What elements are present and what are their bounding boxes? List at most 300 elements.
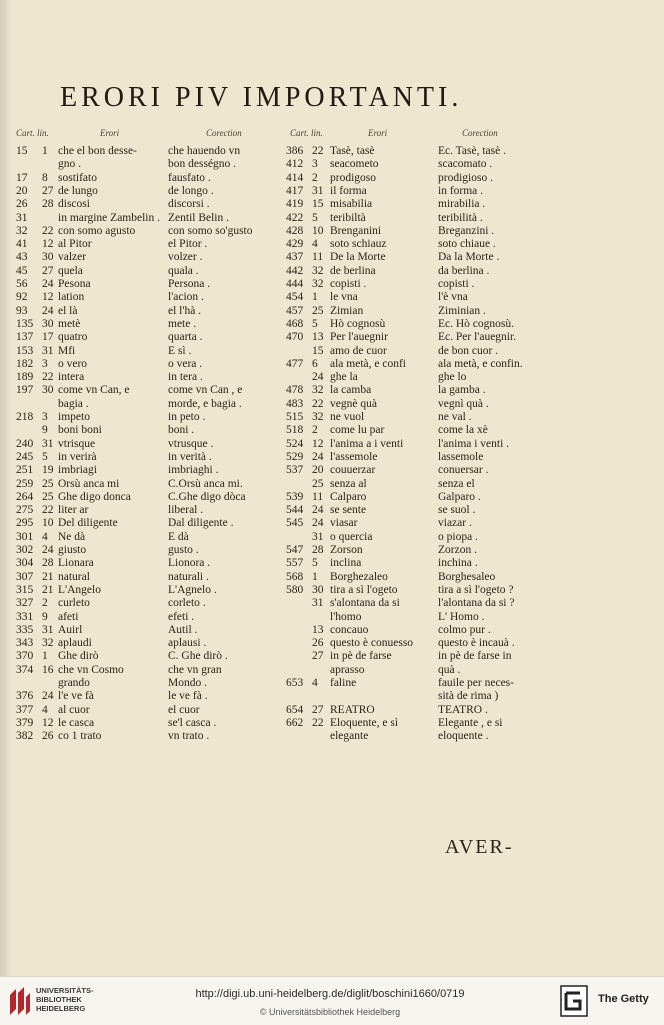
correction-text: prodigioso . <box>438 171 493 184</box>
correction-text: in pè de farse in <box>438 650 512 663</box>
correction-text: de longo . <box>168 184 214 197</box>
line-number: 24 <box>312 504 324 517</box>
correction-text: mirabilia . <box>438 198 486 211</box>
page-number: 315 <box>16 583 34 596</box>
page-number: 182 <box>16 357 34 370</box>
line-number: 28 <box>312 544 324 556</box>
error-text: Borghezaleo <box>330 570 388 583</box>
page-number: 428 <box>286 224 304 237</box>
correction-text: l'alontana da si ? <box>438 597 515 610</box>
error-text: Brenganini <box>330 224 382 237</box>
correction-text: come vn Can , e <box>168 384 243 397</box>
page-number: 417 <box>286 184 304 197</box>
line-number: 31 <box>42 623 54 636</box>
correction-text: in verità . <box>168 450 212 463</box>
error-text: al Pitor <box>58 238 92 251</box>
error-text: Auirl <box>58 623 83 636</box>
correction-text: l'acion . <box>168 291 204 304</box>
error-text: faline <box>330 677 357 689</box>
page-number: 478 <box>286 384 304 397</box>
line-number: 2 <box>312 424 318 437</box>
page-number: 414 <box>286 171 304 184</box>
error-text: imbriagi <box>58 464 97 477</box>
correction-text: liberal . <box>168 504 204 517</box>
error-text: boni boni <box>58 424 102 437</box>
page-number: 515 <box>286 411 304 423</box>
line-number: 26 <box>312 637 324 650</box>
page-number: 275 <box>16 504 34 517</box>
line-number: 27 <box>42 264 54 277</box>
correction-text: bon dességno . <box>168 158 237 171</box>
error-text: misabilia <box>330 198 373 211</box>
line-number: 10 <box>312 224 324 237</box>
line-number: 1 <box>42 650 48 663</box>
page-number: 544 <box>286 504 304 517</box>
page-number: 653 <box>286 677 304 689</box>
line-number: 31 <box>312 597 324 610</box>
error-text: quatro <box>58 331 88 344</box>
page-number: 31 <box>16 211 28 224</box>
page-number: 444 <box>286 278 304 290</box>
error-text: ala metà, e confi <box>330 357 406 370</box>
page-number: 26 <box>16 198 28 211</box>
correction-text: morde, e bagia . <box>168 397 242 410</box>
correction-text: C.Ghe digo dòca <box>168 490 246 503</box>
error-text: che el bon desse- <box>58 145 137 157</box>
line-number: 11 <box>312 490 324 503</box>
error-text: Mfi <box>58 344 76 357</box>
line-number: 5 <box>312 317 318 330</box>
error-text: come vn Can, e <box>58 384 130 397</box>
correction-text: ala metà, e confin. <box>438 357 523 370</box>
page-number: 41 <box>16 238 28 251</box>
correction-text: con somo so'gusto <box>168 224 253 237</box>
line-number: 25 <box>42 477 54 490</box>
error-text: valzer <box>58 251 87 264</box>
page-number: 301 <box>16 530 34 543</box>
correction-text: naturali . <box>168 570 209 583</box>
correction-text: Dal diligente . <box>168 517 234 530</box>
correction-text: vn trato . <box>168 730 210 743</box>
line-number: 22 <box>312 397 324 410</box>
error-text: inclina <box>330 557 362 570</box>
correction-text: vtrusque . <box>168 437 214 450</box>
error-text: aplaudi <box>58 637 92 650</box>
line-number: 13 <box>312 331 324 344</box>
page-number: 529 <box>286 450 304 463</box>
line-number: 22 <box>42 224 54 237</box>
error-text: couuerzar <box>330 464 376 477</box>
error-text: Hò cognosù <box>330 317 386 330</box>
page-number: 335 <box>16 623 34 636</box>
line-number: 22 <box>312 716 324 729</box>
correction-text: in peto . <box>168 411 206 423</box>
line-number: 4 <box>312 677 318 689</box>
error-text: quela <box>58 264 83 277</box>
page-number: 240 <box>16 437 34 450</box>
line-number: 24 <box>312 371 324 384</box>
correction-text: questo è incauà . <box>438 637 515 650</box>
page-number: 437 <box>286 251 304 264</box>
line-number: 5 <box>312 211 318 224</box>
line-number: 25 <box>312 477 324 490</box>
correction-text: aplausi . <box>168 637 207 650</box>
copyright-notice: © Universitätsbibliothek Heidelberg <box>259 1007 401 1017</box>
correction-text: Ec. Tasè, tasè . <box>438 145 506 157</box>
page-number: 259 <box>16 477 34 490</box>
error-text: de berlina <box>330 264 376 277</box>
page-number: 477 <box>286 357 304 370</box>
correction-text: el Pitor . <box>168 238 208 251</box>
correction-text: ghe lo <box>438 371 467 384</box>
error-text: afeti <box>58 610 79 623</box>
error-text: tira a sì l'ogeto <box>330 583 398 596</box>
error-text: concauo <box>330 623 369 636</box>
line-number: 15 <box>312 198 324 211</box>
correction-text: volzer . <box>168 251 203 264</box>
page-number: 382 <box>16 730 34 743</box>
correction-text: conuersar . <box>438 464 489 477</box>
error-text: curleto <box>58 597 90 610</box>
header-left-cart-lin: Cart. lin. <box>16 128 49 138</box>
page-number: 20 <box>16 184 28 197</box>
correction-text: C. Ghe dirò . <box>168 650 228 663</box>
correction-text: quà . <box>438 663 461 676</box>
error-text: REATRO <box>330 703 375 716</box>
error-text: le vna <box>330 291 358 304</box>
correction-text: se'l casca . <box>168 716 217 729</box>
error-text: Ghe dirò <box>58 650 99 663</box>
line-number: 27 <box>312 703 324 716</box>
correction-text: o vera . <box>168 357 203 370</box>
error-text: come lu par <box>330 424 385 437</box>
page-number: 419 <box>286 198 304 211</box>
page-number: 557 <box>286 557 304 570</box>
correction-text: o piopa . <box>438 530 478 543</box>
line-number: 2 <box>42 597 48 610</box>
line-number: 25 <box>312 304 324 317</box>
error-text: l'homo <box>330 610 362 623</box>
error-text: l'anima a i venti <box>330 437 404 450</box>
line-number: 4 <box>312 238 318 251</box>
line-number: 24 <box>42 544 54 556</box>
line-number: 21 <box>42 583 54 596</box>
line-number: 12 <box>312 437 324 450</box>
error-text: in pè de farse <box>330 650 392 663</box>
error-text: metè <box>58 317 81 330</box>
error-text: De la Morte <box>330 251 386 264</box>
error-text: senza al <box>330 477 367 490</box>
page-number: 331 <box>16 610 34 623</box>
correction-text: copisti . <box>438 278 475 290</box>
correction-text: fausfato . <box>168 171 211 184</box>
correction-text: mete . <box>168 317 197 330</box>
correction-text: efeti . <box>168 610 195 623</box>
error-text: teribiltà <box>330 211 366 224</box>
header-right-errori: Erori <box>368 128 388 138</box>
page-number: 376 <box>16 690 34 703</box>
page-number: 135 <box>16 317 34 330</box>
correction-text: inchina . <box>438 557 478 570</box>
correction-text: tira a sì l'ogeto ? <box>438 583 514 596</box>
correction-text: quarta . <box>168 331 203 344</box>
correction-text: el cuor <box>168 703 200 716</box>
correction-text: eloquente . <box>438 730 489 743</box>
heidelberg-library-logo-icon <box>8 985 32 1017</box>
line-number: 31 <box>312 184 324 197</box>
page-number: 327 <box>16 597 34 610</box>
correction-text: Galparo . <box>438 490 481 503</box>
line-number: 12 <box>42 238 54 251</box>
page-number: 422 <box>286 211 304 224</box>
page-number: 662 <box>286 716 304 729</box>
page-number: 43 <box>16 251 28 264</box>
page-number: 518 <box>286 424 304 437</box>
error-text: Zorson <box>330 544 363 556</box>
correction-text: corleto . <box>168 597 206 610</box>
page-number: 412 <box>286 158 304 171</box>
correction-text: soto chiaue . <box>438 238 496 251</box>
error-text: lation <box>58 291 85 304</box>
error-text: l'assemole <box>330 450 378 463</box>
line-number: 17 <box>42 331 54 344</box>
error-text: Lionara <box>58 557 94 570</box>
page-number: 137 <box>16 331 34 344</box>
line-number: 32 <box>42 637 54 650</box>
catchword: AVER- <box>445 836 514 858</box>
line-number: 5 <box>42 450 48 463</box>
correction-text: imbriaghi . <box>168 464 219 477</box>
line-number: 30 <box>42 251 54 264</box>
page-number: 470 <box>286 331 304 344</box>
line-number: 6 <box>312 357 318 370</box>
error-text: le casca <box>58 716 95 729</box>
line-number: 32 <box>312 384 324 397</box>
error-text: Ghe digo donca <box>58 490 131 503</box>
viewer-footer-bar <box>0 976 664 1025</box>
error-text: amo de cuor <box>330 344 387 357</box>
page-number: 245 <box>16 450 34 463</box>
page-number: 251 <box>16 464 34 477</box>
line-number: 27 <box>42 184 54 197</box>
correction-text: fauile per neces- <box>438 677 514 689</box>
page-number: 264 <box>16 490 34 503</box>
document-url-link[interactable]: http://digi.ub.uni-heidelberg.de/diglit/boschini1660/0719 <box>195 988 465 1000</box>
page-number: 370 <box>16 650 34 663</box>
page-number: 153 <box>16 344 34 357</box>
correction-text: L'Agnelo . <box>168 583 217 596</box>
error-text: impeto <box>58 411 90 423</box>
error-text: Pesona <box>58 278 91 290</box>
page-number: 189 <box>16 371 34 384</box>
correction-text: l'è vna <box>438 291 468 304</box>
line-number: 30 <box>312 583 324 596</box>
header-left-correction: Corection <box>206 128 242 138</box>
error-text: grando <box>58 677 90 689</box>
page-number: 56 <box>16 278 28 290</box>
error-text: con somo agusto <box>58 224 136 237</box>
line-number: 1 <box>42 145 48 157</box>
page-number: 45 <box>16 264 28 277</box>
error-text: giusto <box>58 544 87 556</box>
error-text: questo è conuesso <box>330 637 414 650</box>
line-number: 11 <box>312 251 324 264</box>
line-number: 24 <box>42 690 54 703</box>
page-number: 92 <box>16 291 28 304</box>
correction-text: vegnì quà . <box>438 397 489 410</box>
line-number: 15 <box>312 344 324 357</box>
correction-text: che vn gran <box>168 663 222 676</box>
error-text: che vn Cosmo <box>58 663 124 676</box>
page-number: 379 <box>16 716 34 729</box>
line-number: 22 <box>42 371 54 384</box>
page-number: 468 <box>286 317 304 330</box>
line-number: 32 <box>312 264 324 277</box>
page-title: ERORI PIV IMPORTANTI. <box>60 82 463 113</box>
line-number: 31 <box>42 437 54 450</box>
error-text: bagia . <box>58 397 89 410</box>
page-number: 343 <box>16 637 34 650</box>
error-text: discosi <box>58 198 90 211</box>
error-text: L'Angelo <box>58 583 101 596</box>
correction-text: L' Homo . <box>438 610 485 623</box>
page-number: 568 <box>286 570 304 583</box>
page-number: 295 <box>16 517 34 530</box>
correction-text: Ec. Hò cognosù. <box>438 317 515 330</box>
line-number: 19 <box>42 464 54 477</box>
line-number: 24 <box>42 304 54 317</box>
library-name: UNIVERSITÄTS- BIBLIOTHEK HEIDELBERG <box>36 986 94 1013</box>
line-number: 26 <box>42 730 54 743</box>
error-text: Del diligente <box>58 517 118 530</box>
line-number: 32 <box>312 278 324 290</box>
getty-label: The Getty <box>598 993 649 1005</box>
error-text: seacometo <box>330 158 379 171</box>
error-text: ne vuol <box>330 411 365 423</box>
line-number: 24 <box>312 450 324 463</box>
page-number: 15 <box>16 145 28 157</box>
error-text: soto schiauz <box>330 238 387 251</box>
correction-text: boni . <box>168 424 195 437</box>
page-number: 32 <box>16 224 28 237</box>
page-number: 218 <box>16 411 34 423</box>
line-number: 2 <box>312 171 318 184</box>
line-number: 3 <box>312 158 318 171</box>
line-number: 16 <box>42 663 54 676</box>
line-number: 4 <box>42 530 48 543</box>
line-number: 24 <box>312 517 324 530</box>
error-text: Ne dà <box>58 530 86 543</box>
page-number: 483 <box>286 397 304 410</box>
error-text: Zimian <box>330 304 364 317</box>
error-text: gno . <box>58 158 81 171</box>
error-text: Tasè, tasè <box>330 145 375 157</box>
correction-text: teribilità . <box>438 211 483 224</box>
header-right-correction: Corection <box>462 128 498 138</box>
page-number: 537 <box>286 464 304 477</box>
error-text: sostifato <box>58 171 97 184</box>
line-number: 30 <box>42 317 54 330</box>
page-number: 386 <box>286 145 304 157</box>
page-gutter-shadow <box>0 0 12 976</box>
page-number: 429 <box>286 238 304 251</box>
page-number: 539 <box>286 490 304 503</box>
line-number: 27 <box>312 650 324 663</box>
line-number: 9 <box>42 610 48 623</box>
line-number: 8 <box>42 171 48 184</box>
error-text: de lungo <box>58 184 98 197</box>
error-text: prodigoso <box>330 171 376 184</box>
line-number: 21 <box>42 570 54 583</box>
line-number: 1 <box>312 291 318 304</box>
line-number: 28 <box>42 557 54 570</box>
error-text: ghe la <box>330 371 358 384</box>
error-text: intera <box>58 371 85 384</box>
line-number: 3 <box>42 357 48 370</box>
correction-text: Da la Morte . <box>438 251 500 264</box>
line-number: 31 <box>312 530 324 543</box>
correction-text: che hauendo vn <box>168 145 241 157</box>
correction-text: Zorzon . <box>438 544 477 556</box>
correction-text: Persona . <box>168 278 211 290</box>
line-number: 1 <box>312 570 318 583</box>
error-text: in margine Zambelin . <box>58 211 160 224</box>
getty-logo-icon <box>560 985 588 1017</box>
line-number: 13 <box>312 623 324 636</box>
page-number: 654 <box>286 703 304 716</box>
line-number: 4 <box>42 703 48 716</box>
correction-text: de bon cuor . <box>438 344 499 357</box>
correction-text: Zentil Belin . <box>168 211 230 224</box>
line-number: 32 <box>312 411 324 423</box>
page-number: 377 <box>16 703 34 716</box>
page-number: 580 <box>286 583 304 596</box>
correction-text: TEATRO . <box>438 703 488 716</box>
line-number: 28 <box>42 198 54 211</box>
error-text: co 1 trato <box>58 730 102 743</box>
page-number: 302 <box>16 544 34 556</box>
correction-text: el l'hà . <box>168 304 202 317</box>
correction-text: in tera . <box>168 371 203 384</box>
error-text: o quercia <box>330 530 373 543</box>
correction-text: Lionora . <box>168 557 211 570</box>
line-number: 12 <box>42 716 54 729</box>
error-text: Calparo <box>330 490 367 503</box>
correction-text: gusto . <box>168 544 199 556</box>
error-text: el là <box>58 304 78 317</box>
error-text: Per l'auegnir <box>330 331 388 344</box>
error-text: o vero <box>58 357 88 370</box>
page-number: 524 <box>286 437 304 450</box>
line-number: 12 <box>42 291 54 304</box>
correction-text: viazar . <box>438 517 472 530</box>
correction-text: Ec. Per l'auegnir. <box>438 331 517 344</box>
page-number: 547 <box>286 544 304 556</box>
correction-text: Ziminian . <box>438 304 486 317</box>
line-number: 30 <box>42 384 54 397</box>
page-number: 545 <box>286 517 304 530</box>
correction-text: ne val . <box>438 411 472 423</box>
correction-text: la gamba . <box>438 384 486 397</box>
correction-text: scacomato . <box>438 158 493 171</box>
page-number: 374 <box>16 663 34 676</box>
correction-text: se suol . <box>438 504 476 517</box>
error-text: se sente <box>330 504 367 517</box>
correction-text: come la xè <box>438 424 488 437</box>
header-left-errori: Erori <box>100 128 120 138</box>
error-text: la camba <box>330 384 372 397</box>
correction-text: C.Orsù anca mi. <box>168 477 243 490</box>
